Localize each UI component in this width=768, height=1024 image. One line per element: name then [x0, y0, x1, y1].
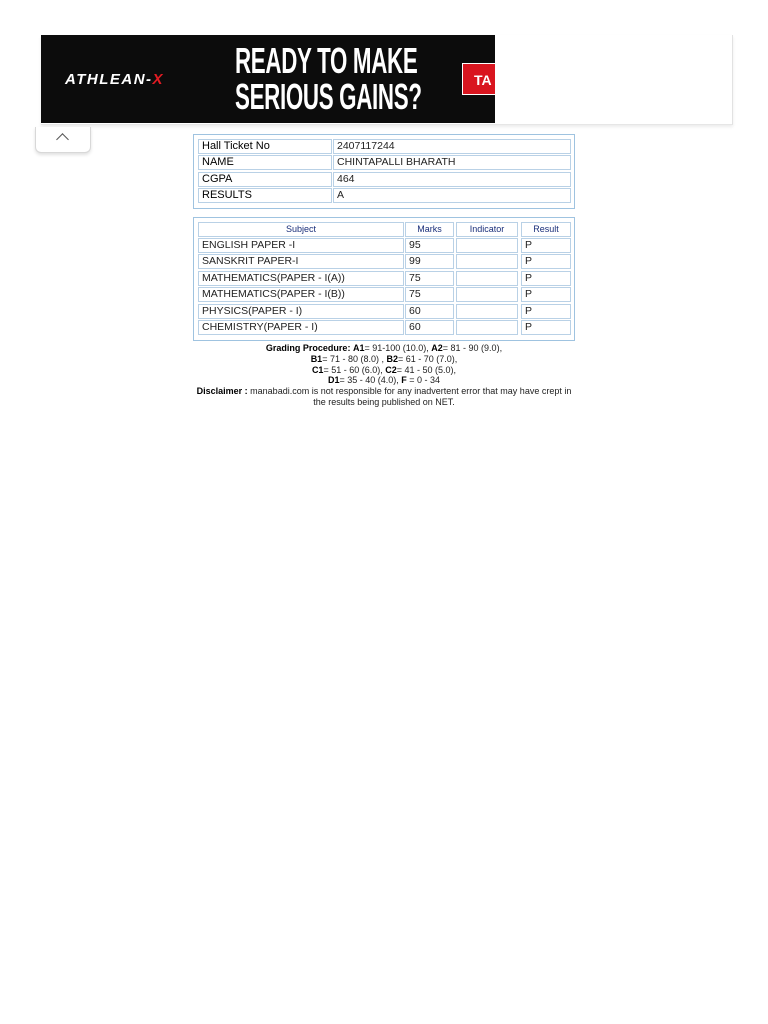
- info-value: A: [333, 188, 571, 203]
- info-label: NAME: [198, 155, 332, 170]
- ad-creative[interactable]: [41, 35, 495, 123]
- grade-label: A1: [352, 343, 365, 353]
- grade-range: = 61 - 70 (7.0),: [398, 353, 458, 364]
- ad-cta-button[interactable]: TA: [462, 63, 495, 95]
- grading-line-4: [193, 375, 575, 386]
- header-marks: Marks: [405, 222, 454, 237]
- athlean-x-logo: ATHLEAN-X: [65, 71, 165, 88]
- grade-label: B1: [310, 353, 323, 364]
- ad-headline-line2: SERIOUS GAINS?: [235, 76, 422, 117]
- grading-line-2: [193, 354, 575, 365]
- info-label: Hall Ticket No: [198, 139, 332, 154]
- grade-label: F: [401, 375, 407, 386]
- info-value: 464: [333, 172, 571, 187]
- chevron-up-icon: [56, 133, 69, 146]
- ad-headline: [235, 40, 422, 117]
- grade-label: A2: [431, 343, 443, 353]
- info-value: 2407117244: [333, 139, 571, 154]
- marks-cell: 75: [405, 271, 454, 286]
- collapse-ad-button[interactable]: [35, 127, 91, 153]
- subject-cell: PHYSICS(PAPER - I): [198, 304, 404, 319]
- grade-range: = 91-100 (10.0),: [364, 343, 432, 353]
- ad-banner[interactable]: [41, 35, 733, 125]
- result-cell: P: [521, 320, 571, 335]
- grade-range: = 71 - 80 (8.0) ,: [322, 353, 387, 364]
- grade-range: = 35 - 40 (4.0),: [339, 375, 402, 386]
- subject-cell: MATHEMATICS(PAPER - I(A)): [198, 271, 404, 286]
- subject-cell: MATHEMATICS(PAPER - I(B)): [198, 287, 404, 302]
- result-cell: P: [521, 271, 571, 286]
- ad-headline-line1: READY TO MAKE: [235, 40, 418, 81]
- marks-cell: 60: [405, 320, 454, 335]
- grade-range: = 51 - 60 (6.0),: [323, 364, 386, 375]
- grade-label: B2: [386, 353, 399, 364]
- subject-cell: SANSKRIT PAPER-I: [198, 254, 404, 269]
- grading-line-3: [193, 365, 575, 376]
- grading-label: Grading Procedure: [265, 343, 348, 353]
- grade-range: = 81 - 90 (9.0),: [442, 343, 503, 353]
- disclaimer-label: Disclaimer :: [196, 386, 248, 397]
- indicator-cell: [456, 304, 518, 319]
- subject-cell: CHEMISTRY(PAPER - I): [198, 320, 404, 335]
- grade-label: C2: [385, 364, 397, 375]
- marks-cell: 99: [405, 254, 454, 269]
- marks-cell: 75: [405, 287, 454, 302]
- grading-line-1: Grading Procedure: A1= 91-100 (10.0), A2= 81 - 90 (9.0),: [265, 343, 503, 353]
- student-info-table: [193, 134, 575, 209]
- marks-cell: 60: [405, 304, 454, 319]
- marks-table: [193, 217, 575, 341]
- grade-label: C1: [311, 364, 324, 375]
- subject-cell: ENGLISH PAPER -I: [198, 238, 404, 253]
- indicator-cell: [456, 320, 518, 335]
- grading-notes: [193, 343, 575, 408]
- result-cell: P: [521, 254, 571, 269]
- info-label: CGPA: [198, 172, 332, 187]
- info-label: RESULTS: [198, 188, 332, 203]
- marks-cell: 95: [405, 238, 454, 253]
- grade-range: = 0 - 34: [406, 375, 441, 386]
- result-cell: P: [521, 304, 571, 319]
- info-value: CHINTAPALLI BHARATH: [333, 155, 571, 170]
- result-cell: P: [521, 287, 571, 302]
- header-indicator: Indicator: [456, 222, 518, 237]
- indicator-cell: [456, 254, 518, 269]
- header-result: Result: [521, 222, 571, 237]
- grade-label: D1: [327, 375, 340, 386]
- disclaimer-text: manabadi.com is not responsible for any inadvertent error that may have crept in the results being published on NET.: [247, 386, 572, 407]
- indicator-cell: [456, 287, 518, 302]
- result-cell: P: [521, 238, 571, 253]
- grade-range: = 41 - 50 (5.0),: [396, 364, 457, 375]
- indicator-cell: [456, 271, 518, 286]
- indicator-cell: [456, 238, 518, 253]
- header-subject: Subject: [198, 222, 404, 237]
- disclaimer: [193, 386, 575, 408]
